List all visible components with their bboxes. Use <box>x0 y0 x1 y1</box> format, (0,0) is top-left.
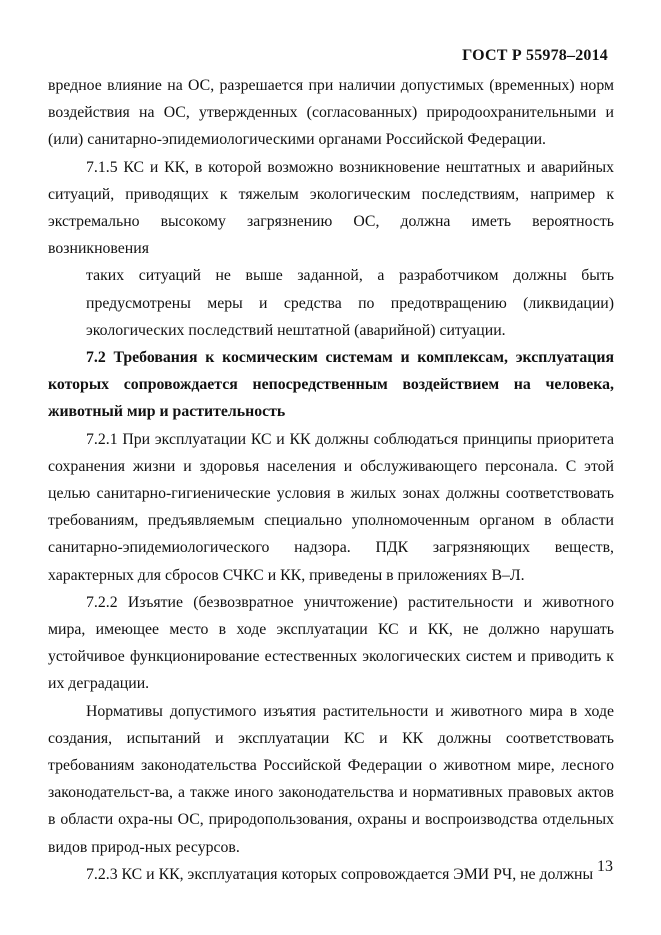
paragraph-7-2-3: 7.2.3 КС и КК, эксплуатация которых сопровождается ЭМИ РЧ, не должны <box>86 865 594 883</box>
section-heading-7-2: 7.2 Требования к космическим системам и комплексам, эксплуатация которых сопровождается непосредственным воздействием на человека, животный мир и растительность <box>48 349 614 421</box>
document-code-header: ГОСТ Р 55978–2014 <box>462 47 608 64</box>
page-number: 13 <box>597 858 613 875</box>
paragraph-continuation: вредное влияние на ОС, разрешается при наличии допустимых (временных) норм воздействия на ОС, утвержденных (согласованных) природоохранительными и (или) санитарно-эпидемиологическими органами Российской Федерации. <box>48 77 614 149</box>
paragraph-7-2-1: 7.2.1 При эксплуатации КС и КК должны соблюдаться принципы приоритета сохранения жизни и здоровья населения и обслуживающего персонала. С этой целью санитарно-гигиенические условия в жилых зонах должны соответствовать требованиям, предъявляемым специально уполномоченным органом в области санитарно-эпидемиологического надзора. ПДК загрязняющих веществ, характерных для сбросов СЧКС и КК, приведены в приложениях В–Л. <box>48 430 614 584</box>
document-body <box>48 72 614 888</box>
paragraph-7-2-2: 7.2.2 Изъятие (безвозвратное уничтожение) растительности и животного мира, имеющее место в ходе эксплуатации КС и КК, не должно нарушать устойчивое функционирование естественных экологических систем и приводить к их деградации. <box>48 593 614 693</box>
paragraph-removal-norms: Нормативы допустимого изъятия растительности и животного мира в ходе создания, испытаний и эксплуатации КС и КК должны соответствовать требованиям законодательства Российской Федерации о животном мире, лесного законодательст-ва, а также иного законодательства и нормативных правовых актов в области охра-ны ОС, природопользования, охраны и воспроизводства отдельных видов природ-ных ресурсов. <box>48 702 614 856</box>
paragraph-7-1-5: 7.1.5 КС и КК, в которой возможно возникновение нештатных и аварийных ситуаций, приводящих к тяжелым экологическим последствиям, например к экстремально высокому загрязнению ОС, должна иметь вероятность возникновения <box>48 158 614 258</box>
paragraph-7-1-5-continued: таких ситуаций не выше заданной, а разработчиком должны быть предусмотрены меры и средства по предотвращению (ликвидации) экологических последствий нештатной (аварийной) ситуации. <box>86 267 614 339</box>
